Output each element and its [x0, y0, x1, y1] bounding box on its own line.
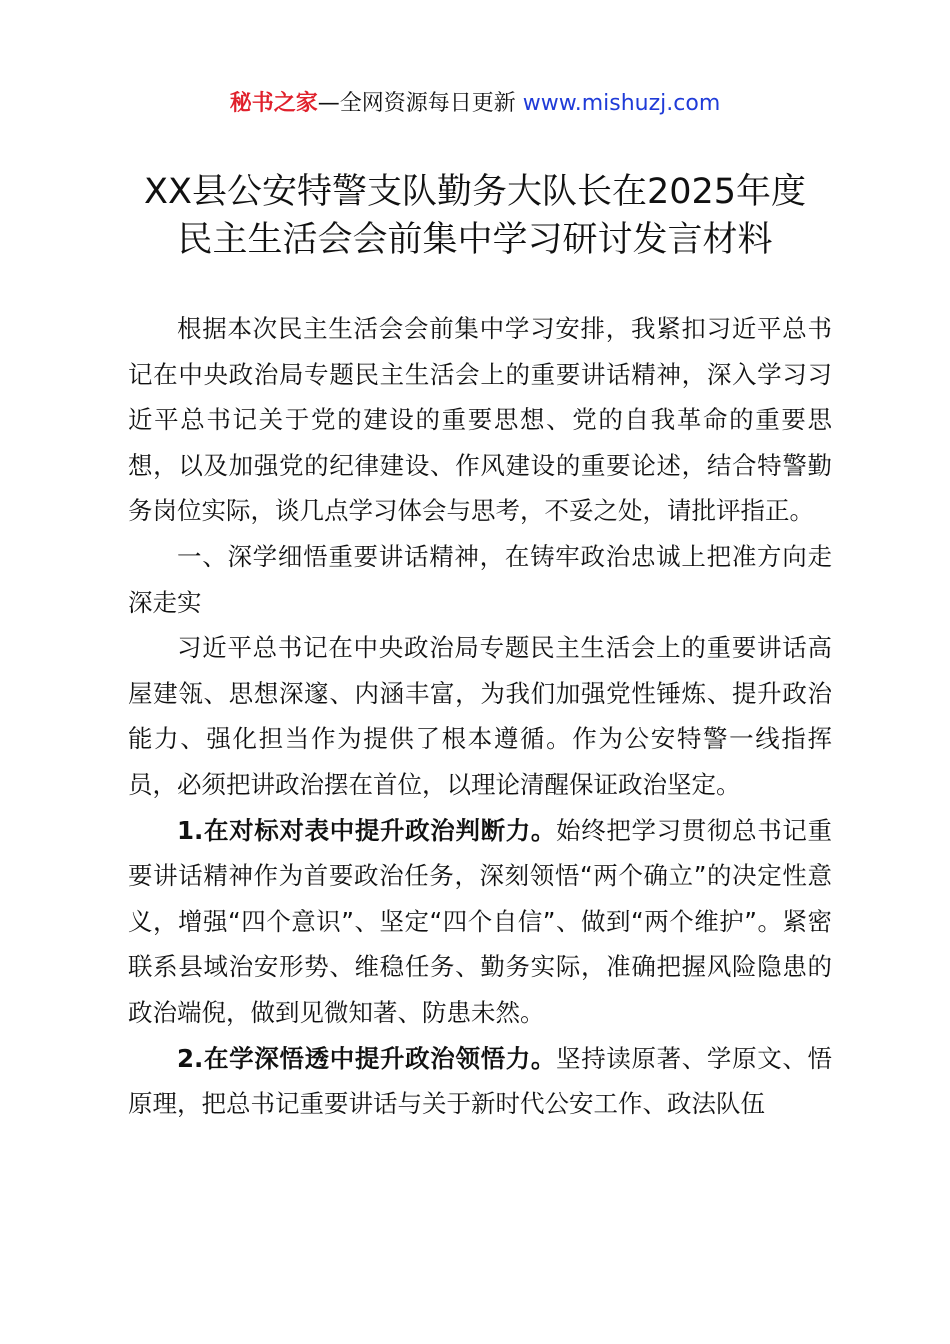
title-line-2: 民主生活会会前集中学习研讨发言材料: [177, 220, 773, 260]
header-slogan: —全网资源每日更新: [317, 91, 523, 116]
point-2-paragraph: [128, 1036, 832, 1127]
point-2-text: 坚持读原著、学原文、悟原理，把总书记重要讲话与关于新时代公安工作、政法队伍: [128, 1043, 833, 1119]
document-title: [0, 168, 950, 264]
point-1-paragraph: [128, 808, 832, 1036]
section-1-paragraph: 习近平总书记在中央政治局专题民主生活会上的重要讲话高屋建瓴、思想深邃、内涵丰富，为我们加强党性锤炼、提升政治能力、强化担当作为提供了根本遵循。作为公安特警一线指挥员，必须把讲政治摆在首位，以理论清醒保证政治坚定。: [128, 633, 832, 799]
section-1-heading: 一、深学细悟重要讲话精神，在铸牢政治忠诚上把准方向走深走实: [128, 541, 832, 617]
brand-name: 秘书之家: [229, 91, 318, 116]
site-header: [0, 89, 950, 119]
document-body: [128, 306, 832, 1127]
title-line-1: XX县公安特警支队勤务大队长在2025年度: [143, 172, 807, 212]
point-1-lead: 1.在对标对表中提升政治判断力。: [177, 815, 557, 845]
website-link[interactable]: www.mishuzj.com: [522, 91, 721, 116]
point-2-lead: 2.在学深悟透中提升政治领悟力。: [177, 1043, 557, 1073]
point-1-text: 始终把学习贯彻总书记重要讲话精神作为首要政治任务，深刻领悟“两个确立”的决定性意义，增强“四个意识”、坚定“四个自信”、做到“两个维护”。紧密联系县域治安形势、维稳任务、勤务实际，准确把握风险隐患的政治端倪，做到见微知著、防患未然。: [128, 815, 833, 1027]
intro-paragraph: 根据本次民主生活会会前集中学习安排，我紧扣习近平总书记在中央政治局专题民主生活会上的重要讲话精神，深入学习习近平总书记关于党的建设的重要思想、党的自我革命的重要思想，以及加强党的纪律建设、作风建设的重要论述，结合特警勤务岗位实际，谈几点学习体会与思考，不妥之处，请批评指正。: [128, 314, 832, 526]
